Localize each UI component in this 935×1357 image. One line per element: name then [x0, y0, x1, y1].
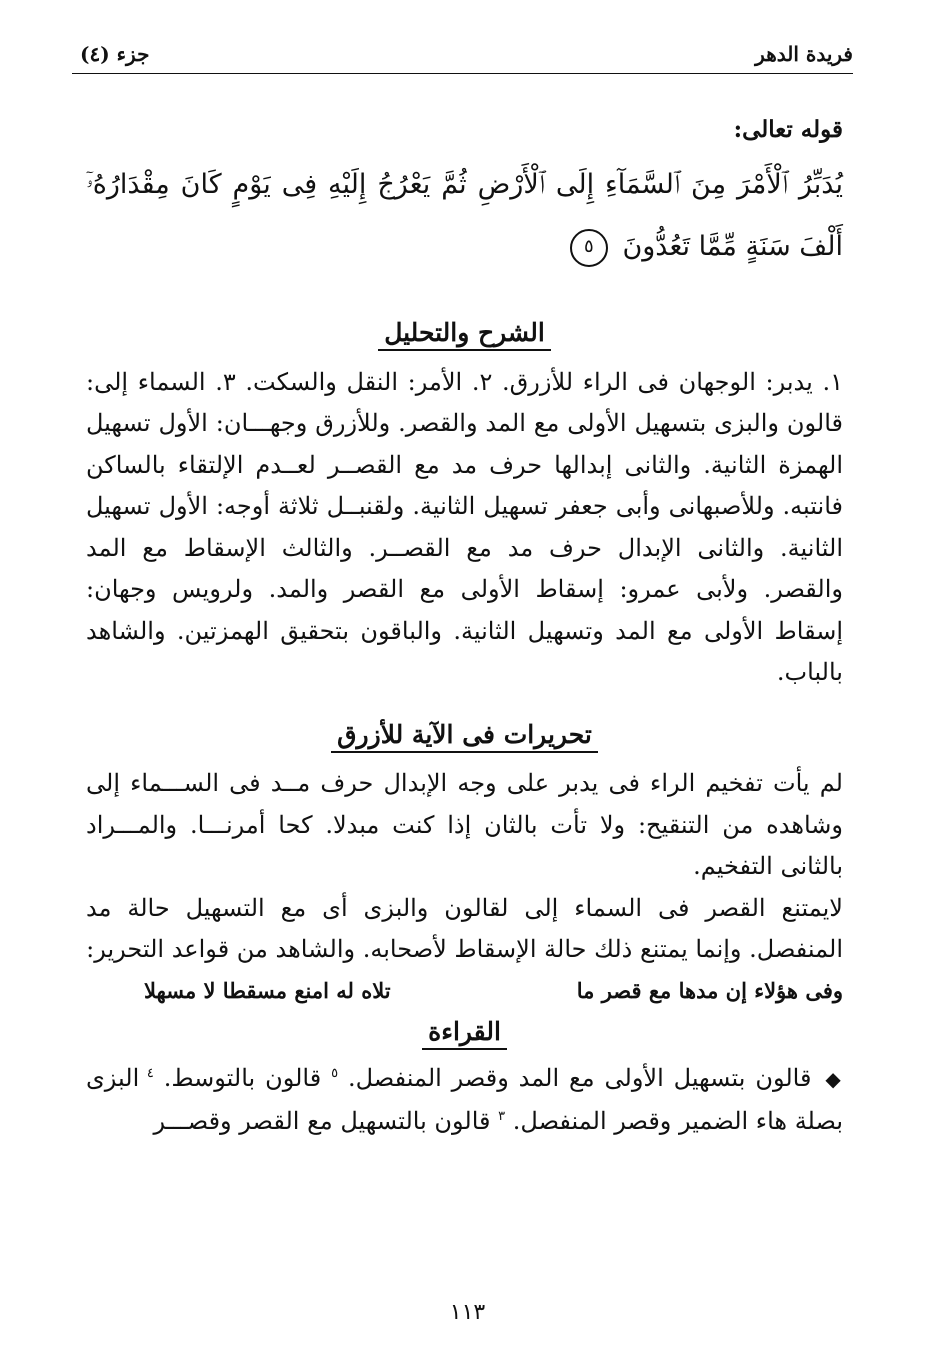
footnote-marker: ٤ [146, 1066, 154, 1081]
part-label: جزء (٤) [80, 42, 150, 66]
poem-hemistich-right: وفى هؤلاء إن مدها مع قصر ما [576, 977, 843, 1003]
page-content [86, 110, 843, 1142]
section-heading-notes [86, 714, 843, 756]
quran-verse [86, 154, 843, 278]
heading-text: الشرح والتحليل [378, 318, 551, 351]
spacer [86, 694, 843, 714]
header-rule [72, 73, 853, 74]
section-heading-explanation [86, 312, 843, 354]
section-heading-reading [86, 1011, 843, 1053]
notes-paragraph-2: لايمتنع القصر فى السماء إلى لقالون والبزى أى مع التسهيل حالة مد المنفصل. وإنما يمتنع ذلك حالة الإسقاط لأصحابه. والشاهد من قواعد التحرير: [86, 893, 843, 963]
footnote-marker: ٣ [498, 1108, 506, 1124]
verse-text: يُدَبِّرُ ٱلْأَمْرَ مِنَ ٱلسَّمَآءِ إِلَى ٱلْأَرْضِ ثُمَّ يَعْرُجُ إِلَيْهِ فِى يَوْمٍ كَانَ مِقْدَارُهُۥٓ أَلْفَ سَنَةٍ مِّمَّا تَعُدُّونَ [86, 169, 843, 262]
reading-text-a: قالون بتسهيل الأولى مع المد وقصر المنفصل. [347, 1064, 812, 1092]
heading-text: القراءة [422, 1017, 507, 1050]
reading-text-d: قالون بالتسهيل مع القصر وقصـــر [153, 1106, 491, 1135]
reading-text-c: البزى بصلة هاء الضمير وقصر المنفصل. [86, 1064, 843, 1135]
spacer [86, 354, 843, 362]
poem-hemistich-left: تلاه له امنع مسقطا لا مسهلا [144, 977, 391, 1003]
ayah-number-mark: ٥ [570, 229, 608, 267]
black-diamond-icon: ◆ [825, 1067, 843, 1091]
explanation-paragraph: ١. يدبر: الوجهان فى الراء للأزرق. ٢. الأمر: النقل والسكت. ٣. السماء إلى: قالون والبزى بتسهيل الأولى مع المد والقصر. وللأزرق وجهـــان: الأول تسهيل الهمزة الثانية. والثانى إبدالها حرف مد مع القصــر لعــدم الإلتقاء بالساكن فانتبه. وللأصبهانى وأبى جعفر تسهيل الثانية. ولقنبــل ثلاثة أوجه: الأول تسهيل الثانية. والثانى الإبدال حرف مد مع القصــر. والثالث الإسقاط مع المد والقصر. ولأبى عمرو: إسقاط الأولى مع القصر والمد. ولرويس وجهان: إسقاط الأولى مع المد وتسهيل الثانية. والباقون بتحقيق الهمزتين. والشاهد بالباب. [86, 367, 843, 686]
notes-paragraph-1: لم يأت تفخيم الراء فى يدبر على وجه الإبدال حرف مــد فى الســـماء إلى وشاهده من التنقيح: ولا تأت بالثان إذا كنت مبدلا. كحا أمرنـــا. والمـــراد بالثانى التفخيم. [86, 769, 843, 880]
footnote-marker: ٥ [331, 1066, 339, 1081]
spacer [86, 755, 843, 763]
reading-paragraph [86, 1058, 843, 1142]
running-header [80, 36, 853, 72]
spacer [86, 278, 843, 312]
page-number: ١١٣ [449, 1300, 486, 1325]
heading-text: تحريرات فى الآية للأزرق [331, 720, 598, 753]
poem-verse [86, 971, 843, 1011]
book-title: فريدة الدهر [755, 42, 853, 66]
reading-text-b: قالون بالتوسط. [163, 1064, 322, 1092]
intro-label: قوله تعالى: [733, 116, 843, 143]
